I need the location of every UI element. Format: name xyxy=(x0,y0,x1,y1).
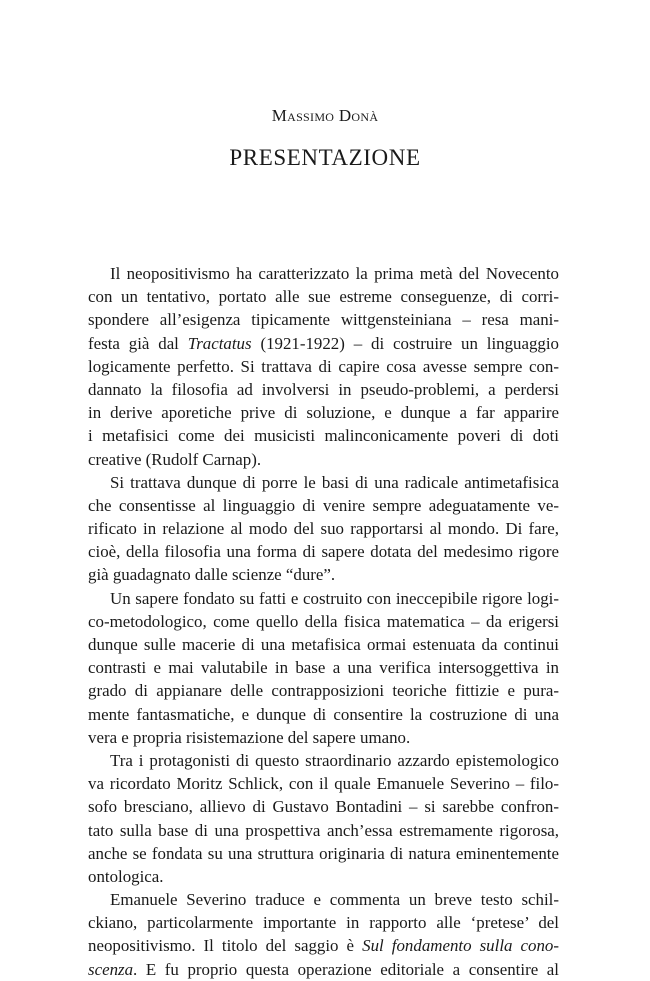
text-line: con un tentativo, portato alle sue estreme conseguenze, di corri- xyxy=(88,287,559,307)
text-line: Un sapere fondato su fatti e costruito con ineccepibile rigore logi- xyxy=(110,588,559,608)
text-line: ckiano, particolarmente importante in rapporto alle ‘pretese’ del xyxy=(88,913,559,933)
text-line: creative (Rudolf Carnap). xyxy=(88,449,262,469)
text-line: Il neopositivismo ha caratterizzato la prima metà del Novecento xyxy=(110,264,559,283)
text-segment: . E fu proprio questa operazione editoriale a consentire al xyxy=(133,959,559,979)
text-line: logicamente perfetto. Si trattava di capire cosa avesse sempre con- xyxy=(88,356,559,376)
text-line: mente fantasmatiche, e dunque di consentire la costruzione di una xyxy=(88,704,559,724)
text-line: Tra i protagonisti di questo straordinario azzardo epistemologico xyxy=(110,750,559,770)
text-segment: neopositivismo. Il titolo del saggio è xyxy=(88,936,363,956)
text-line: che consentisse al linguaggio di venire sempre adeguatamente ve- xyxy=(88,495,559,515)
body-text xyxy=(88,262,559,981)
text-line: rificato in relazione al modo del suo rapportarsi al mondo. Di fare, xyxy=(88,519,559,539)
italic-title: Sul fondamento sulla cono- xyxy=(362,936,559,956)
text-line: co-metodologico, come quello della fisica matematica – da erigersi xyxy=(88,611,559,631)
text-line: Si trattava dunque di porre le basi di una radicale antimetafisica xyxy=(110,472,559,492)
italic-title: scenza xyxy=(88,959,134,979)
text-line xyxy=(88,934,559,957)
text-line: dannato la filosofia ad involversi in pseudo-problemi, a perdersi xyxy=(88,379,559,399)
text-line: grado di appianare delle contrapposizioni teoriche fittizie e pura- xyxy=(88,681,559,701)
text-line: in derive aporetiche prive di soluzione, e dunque a far apparire xyxy=(88,403,559,423)
text-line: i metafisici come dei musicisti malinconicamente poveri di doti xyxy=(88,426,559,446)
text-line xyxy=(88,958,559,981)
text-line: spondere all’esigenza tipicamente wittgensteiniana – resa mani- xyxy=(88,310,559,330)
text-segment: (1921-1922) – di costruire un linguaggio xyxy=(251,333,559,353)
text-line: va ricordato Moritz Schlick, con il quale Emanuele Severino – filo- xyxy=(88,774,559,794)
text-line: tato sulla base di una prospettiva anch’essa estremamente rigorosa, xyxy=(88,820,559,840)
text-line: Emanuele Severino traduce e commenta un breve testo schil- xyxy=(110,890,559,910)
text-line: cioè, della filosofia una forma di sapere dotata del medesimo rigore xyxy=(88,542,559,562)
author-name: Massimo Donà xyxy=(271,106,379,125)
italic-title: Tractatus xyxy=(187,333,252,353)
text-line: dunque sulle macerie di una metafisica ormai estenuata da continui xyxy=(88,635,559,654)
text-line xyxy=(88,332,559,355)
text-segment: festa già dal xyxy=(88,333,188,353)
text-line: anche se fondata su una struttura originaria di natura eminentemente xyxy=(88,843,559,863)
text-line: già guadagnato dalle scienze “dure”. xyxy=(88,565,336,585)
chapter-title: PRESENTAZIONE xyxy=(229,145,421,170)
text-line: vera e propria risistemazione del sapere umano. xyxy=(88,727,411,747)
text-line: contrasti e mai valutabile in base a una verifica intersoggettiva in xyxy=(88,658,559,678)
text-line: sofo bresciano, allievo di Gustavo Bontadini – si sarebbe confron- xyxy=(88,797,559,817)
text-line: ontologica. xyxy=(88,866,164,886)
